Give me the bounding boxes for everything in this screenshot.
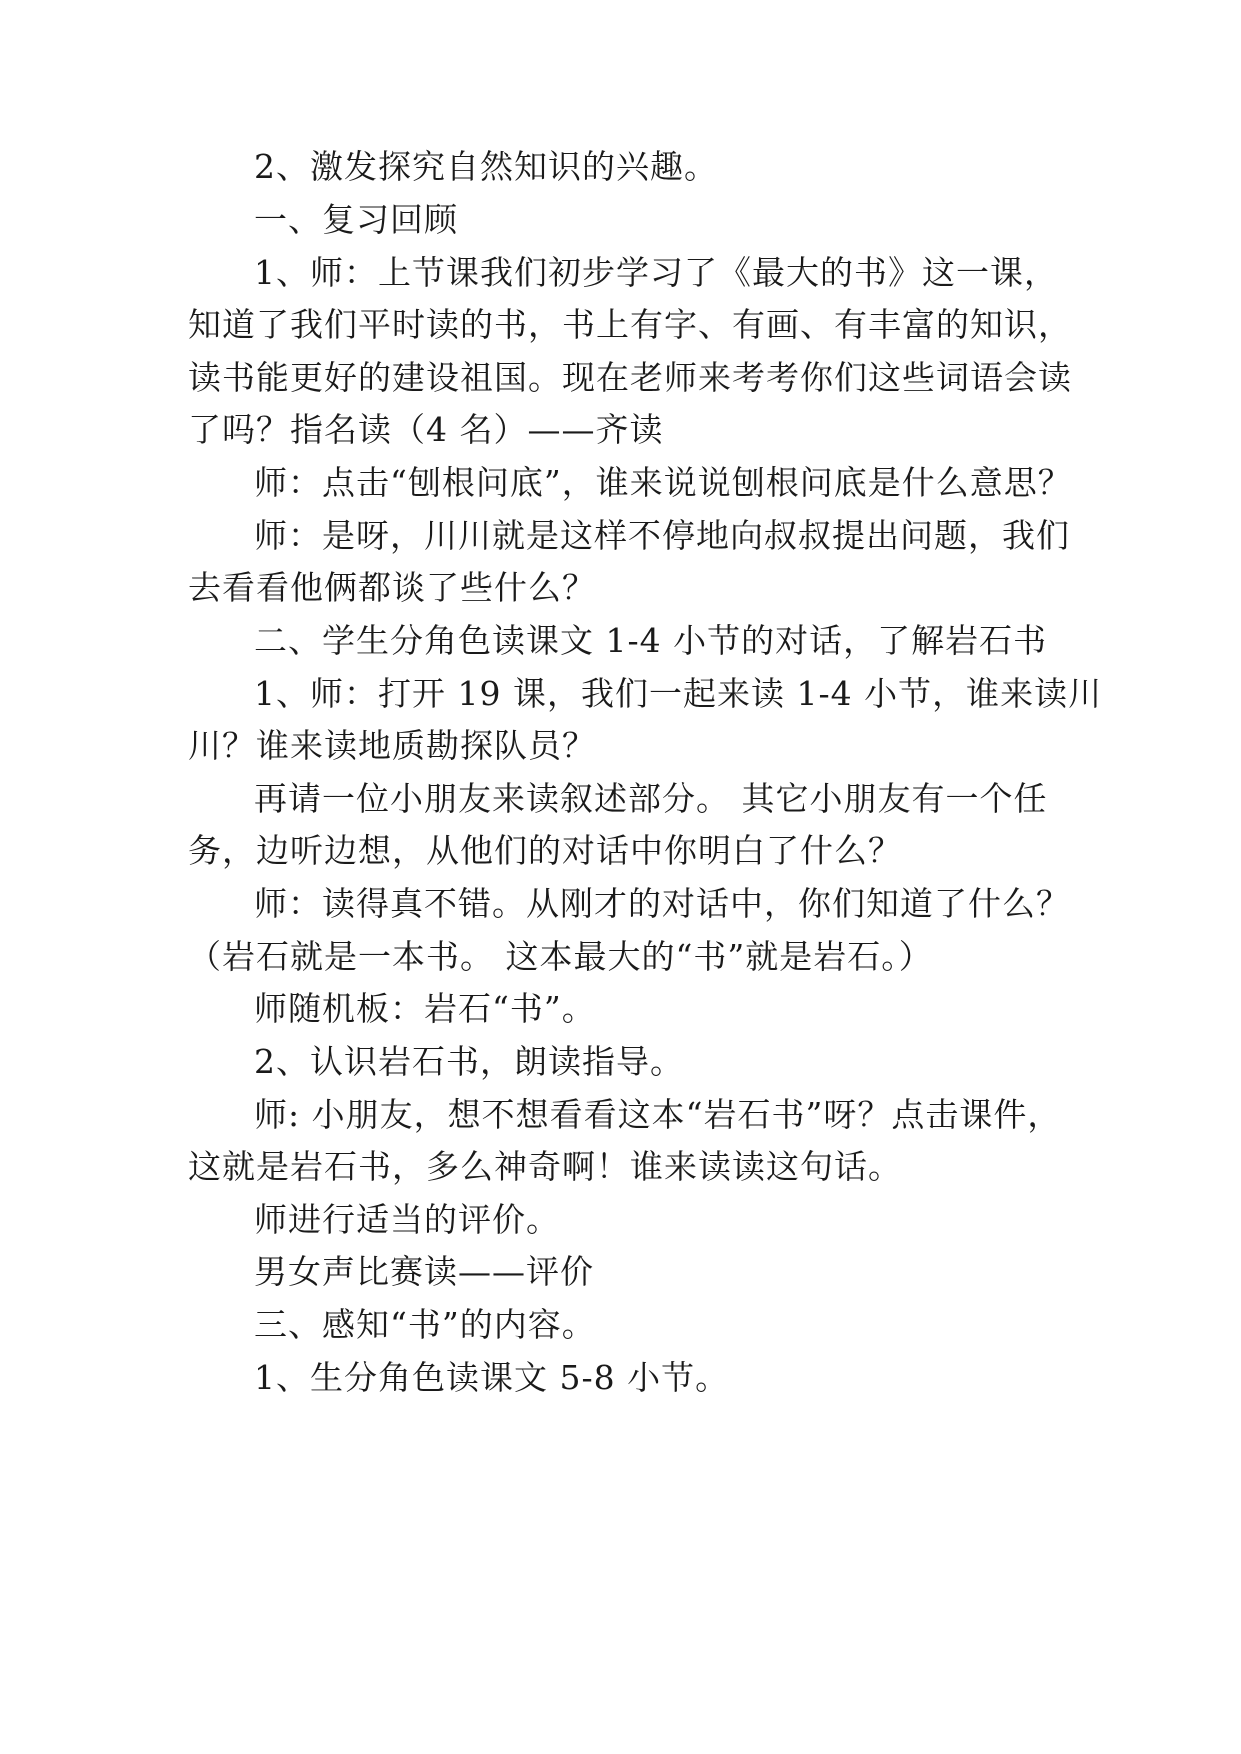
text-line: 2、认识岩石书，朗读指导。 [254,1042,684,1081]
text-line: 1、生分角色读课文 5-8 小节。 [254,1358,730,1397]
text-line: 师进行适当的评价。 [254,1200,560,1239]
text-line: 去看看他俩都谈了些什么？ [188,568,596,607]
text-line: 师: 小朋友，想不想看看这本“岩石书”呀？点击课件， [254,1095,1062,1134]
text-line: 1、师：打开 19 课，我们一起来读 1-4 小节，谁来读川 [254,674,1103,713]
text-line: 知道了我们平时读的书，书上有字、有画、有丰富的知识， [188,305,1072,344]
text-line: 1、师：上节课我们初步学习了《最大的书》这一课， [254,253,1058,292]
section-heading: 一、复习回顾 [254,200,458,239]
text-line: 再请一位小朋友来读叙述部分。 其它小朋友有一个任 [254,779,1048,818]
text-line: 师：读得真不错。从刚才的对话中，你们知道了什么？ [254,884,1070,923]
text-line: 务，边听边想，从他们的对话中你明白了什么？ [188,831,902,870]
section-heading: 二、学生分角色读课文 1-4 小节的对话，了解岩石书 [254,621,1048,660]
text-line: 川？谁来读地质勘探队员？ [188,726,596,765]
text-line: （岩石就是一本书。 这本最大的“书”就是岩石。） [188,937,933,976]
text-line: 男女声比赛读——评价 [254,1252,594,1291]
section-heading: 三、感知“书”的内容。 [254,1305,596,1344]
text-line: 2、激发探究自然知识的兴趣。 [254,147,718,186]
text-line: 这就是岩石书，多么神奇啊！谁来读读这句话。 [188,1147,902,1186]
text-line: 师：点击“刨根问底”，谁来说说刨根问底是什么意思？ [254,463,1072,502]
text-line: 师随机板：岩石“书”。 [254,989,596,1028]
text-line: 师：是呀，川川就是这样不停地向叔叔提出问题，我们 [254,516,1070,555]
text-line: 读书能更好的建设祖国。现在老师来考考你们这些词语会读 [188,358,1072,397]
text-line: 了吗？指名读（4 名）——齐读 [188,410,664,449]
